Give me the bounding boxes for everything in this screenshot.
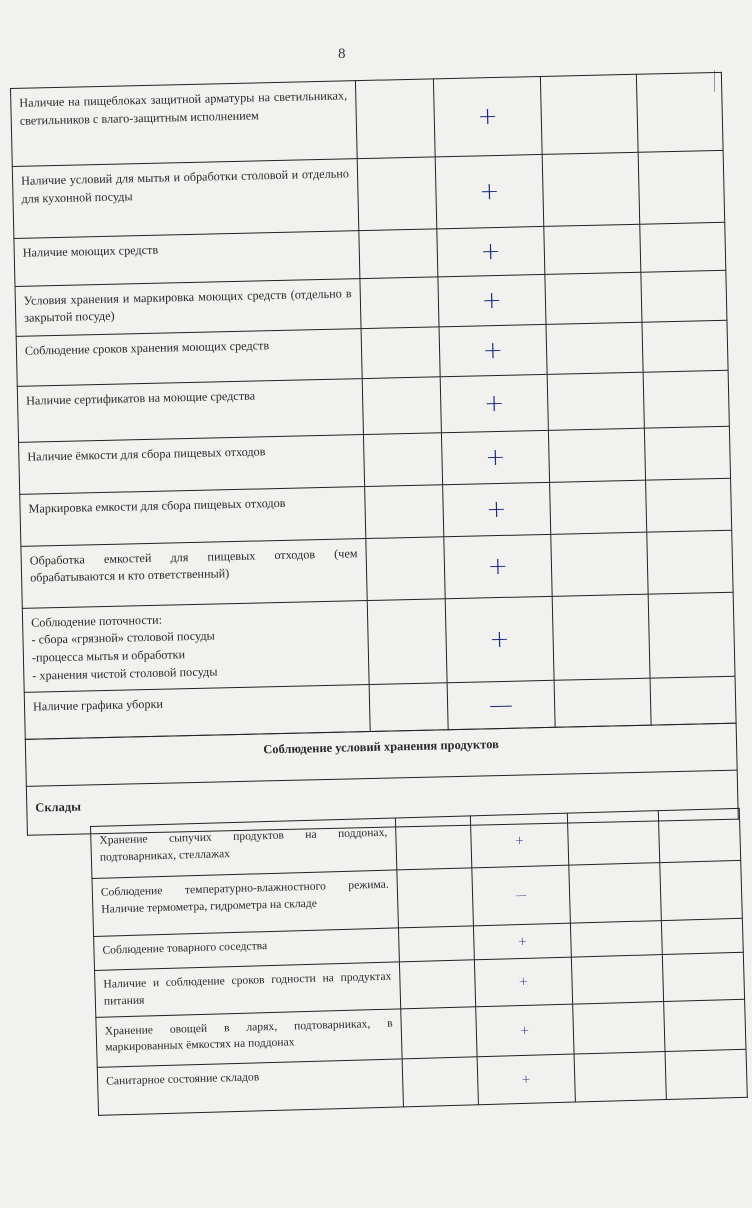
empty-cell xyxy=(644,426,731,480)
criterion-text: Соблюдение поточности: - сбора «грязной» столовой посуды -процесса мытья и обработки - хранения чистой столовой посуды xyxy=(22,600,369,692)
section-title: Соблюдение условий хранения продуктов xyxy=(25,724,737,787)
criterion-text: Хранение овощей в ларях, подтоварниках, в маркированных ёмкостях на поддонах xyxy=(96,1008,402,1066)
plus-mark: + xyxy=(444,534,552,598)
empty-cell xyxy=(546,322,643,374)
criterion-text: Хранение сыпучих продуктов на поддонах, подтоварниках, стеллажах xyxy=(91,818,397,878)
empty-cell xyxy=(364,485,443,539)
empty-cell xyxy=(360,277,439,329)
plus-mark: + xyxy=(474,957,573,1006)
criterion-text: Условия хранения и маркировка моющих средств (отдельно в закрытой посуде) xyxy=(15,278,361,336)
plus-mark: + xyxy=(435,154,543,228)
empty-cell xyxy=(552,594,650,680)
empty-cell xyxy=(402,1056,478,1106)
empty-cell xyxy=(401,1006,477,1058)
checklist-row xyxy=(22,592,735,692)
empty-cell xyxy=(646,530,733,594)
empty-cell xyxy=(399,960,475,1009)
criterion-text: Соблюдение товарного соседства xyxy=(94,928,400,971)
plus-mark: + xyxy=(473,923,571,960)
empty-cell xyxy=(540,74,638,154)
empty-cell xyxy=(660,860,743,920)
criterion-text: Наличие на пищеблоках защитной арматуры на светильниках, светильников с влаго-защитным исполнением xyxy=(11,81,358,167)
empty-cell xyxy=(636,72,723,152)
empty-cell xyxy=(643,370,730,428)
criterion-text: Наличие сертификатов на моющие средства xyxy=(17,378,363,442)
plus-mark: + xyxy=(440,374,548,432)
empty-cell xyxy=(542,152,640,226)
plus-mark: + xyxy=(438,274,546,326)
empty-cell xyxy=(638,150,725,224)
empty-cell xyxy=(567,811,659,866)
criterion-text: Наличие моющих средств xyxy=(14,231,360,287)
empty-cell xyxy=(570,921,662,958)
dash-mark: — xyxy=(447,680,555,730)
plus-mark: + xyxy=(439,324,547,376)
empty-cell xyxy=(359,229,438,279)
empty-cell xyxy=(363,433,442,487)
plus-mark: + xyxy=(441,430,549,484)
plus-mark: + xyxy=(433,76,541,156)
empty-cell xyxy=(549,480,646,534)
plus-mark: + xyxy=(477,1054,576,1105)
checklist-table-storage xyxy=(90,808,748,1116)
page-number: 8 xyxy=(338,46,346,62)
empty-cell xyxy=(650,676,736,726)
empty-cell xyxy=(397,868,473,928)
empty-cell xyxy=(355,79,435,159)
empty-cell xyxy=(574,1051,666,1102)
empty-cell xyxy=(642,320,728,372)
empty-cell xyxy=(366,537,446,601)
dash-mark: — xyxy=(471,865,570,926)
plus-mark: + xyxy=(443,482,551,536)
empty-cell xyxy=(547,372,644,430)
empty-cell xyxy=(362,377,441,435)
empty-cell xyxy=(550,532,647,596)
empty-cell xyxy=(665,1049,747,1099)
empty-cell xyxy=(361,327,440,379)
criterion-text: Обработка емкостей для пищевых отходов (чем обрабатываются и кто ответственный) xyxy=(21,538,367,608)
criterion-text: Санитарное состояние складов xyxy=(97,1058,403,1114)
empty-cell xyxy=(573,1001,665,1054)
subsection-title: Склады xyxy=(26,771,738,836)
empty-cell xyxy=(640,270,726,322)
empty-cell xyxy=(554,678,651,728)
plus-mark: + xyxy=(445,596,554,682)
criterion-text: Наличие и соблюдение сроков годности на продуктах питания xyxy=(95,962,401,1017)
plus-mark: + xyxy=(470,813,569,868)
criterion-text: Соблюдение температурно-влажностного режима. Наличие термометра, гидрометра на складе xyxy=(92,870,399,936)
empty-cell xyxy=(543,224,640,274)
empty-cell xyxy=(569,863,661,924)
empty-cell xyxy=(357,157,437,231)
empty-cell xyxy=(648,592,735,678)
criterion-text: Наличие графика уборки xyxy=(24,684,370,740)
empty-cell xyxy=(369,682,448,732)
checklist-table-top xyxy=(10,72,739,836)
empty-cell xyxy=(639,222,725,272)
criterion-text: Соблюдение сроков хранения моющих средств xyxy=(16,328,362,386)
empty-cell xyxy=(395,816,471,870)
empty-cell xyxy=(658,808,741,862)
empty-cell xyxy=(367,599,447,685)
empty-cell xyxy=(661,918,743,954)
criterion-text: Маркировка емкости для сбора пищевых отходов xyxy=(20,486,366,546)
plus-mark: + xyxy=(437,226,545,276)
empty-cell xyxy=(545,272,642,324)
empty-cell xyxy=(571,955,663,1004)
empty-cell xyxy=(663,999,746,1051)
criterion-text: Наличие условий для мытья и обработки столовой и отдельно для кухонной посуды xyxy=(12,159,358,239)
empty-cell xyxy=(398,926,474,962)
empty-cell xyxy=(645,478,732,532)
criterion-text: Наличие ёмкости для сбора пищевых отходов xyxy=(19,434,365,494)
plus-mark: + xyxy=(475,1004,574,1057)
empty-cell xyxy=(548,428,645,482)
empty-cell xyxy=(662,952,744,1001)
